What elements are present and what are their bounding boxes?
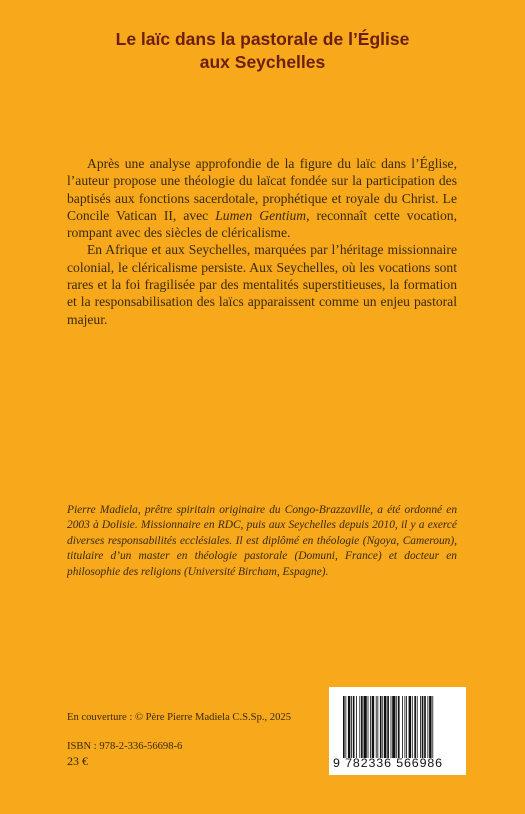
barcode-bar (424, 696, 426, 758)
barcode-bar (384, 696, 386, 758)
barcode-bar (343, 696, 345, 758)
book-title-line-1: Le laïc dans la pastorale de l’Église (115, 29, 410, 49)
barcode-bar (364, 696, 367, 758)
barcode-bar (359, 696, 360, 758)
price: 23 € (67, 754, 88, 768)
blurb-p1-start: Après une analyse approfondie de la figure du laïc dans l’Église, l’auteur propose une théologie du laïcat fondée sur la participation des baptisés aux fonctions sacerdotale, prophétique et royale du Christ. Le Concile Vatican II, avec (67, 156, 457, 223)
barcode-bar (422, 696, 424, 758)
barcode-bar (409, 696, 411, 758)
barcode-bar (398, 696, 400, 758)
barcode-bar (392, 696, 395, 758)
barcode-bar (370, 696, 371, 758)
blurb-p1-end: , reconnaît cette vocation, rompant avec des siècles de cléricalisme. (67, 207, 457, 241)
barcode-bar (351, 696, 352, 758)
barcode-bar (368, 696, 369, 758)
barcode-bars (343, 696, 453, 758)
blurb-paragraph-1 (67, 155, 457, 241)
book-title (0, 28, 525, 74)
barcode-bar (432, 696, 433, 758)
author-name: Pierre Madiela (67, 504, 138, 516)
barcode-bar (382, 696, 383, 758)
blurb-paragraph-2: En Afrique et aux Seychelles, marquées par l’héritage missionnaire colonial, le cléricalisme persiste. Aux Seychelles, où les vocations sont rares et la foi fragilisée par des mentalités superstitieuses, la formation et la responsabilisation des laïcs apparaissent comme un enjeu pastoral majeur. (67, 242, 457, 327)
barcode-bar (420, 696, 421, 758)
back-cover-blurb (67, 155, 457, 328)
author-bio-text: , prêtre spiritain originaire du Congo-Brazzaville, a été ordonné en 2003 à Dolisie. Missionnaire en RDC, puis aux Seychelles depuis 2010, il y a exercé diverses responsabilités ecclésiales. Il est diplômé en théologie (Ngoya, Cameroun), titulaire d’un master en théologie pastorale (Domuni, France) et docteur en philosophie des religions (Université Bircham, Espagne). (67, 504, 458, 578)
barcode-bar (356, 696, 357, 758)
book-title-line-2: aux Seychelles (199, 52, 326, 72)
barcode-bar (361, 696, 363, 758)
barcode-bar (345, 696, 346, 758)
barcode-bar (402, 696, 403, 758)
barcode-bar (417, 696, 418, 758)
barcode-bar (396, 696, 397, 758)
barcode-bar (372, 696, 374, 758)
barcode-bar (387, 696, 389, 758)
barcode-bar (406, 696, 407, 758)
blurb-p1-italic-title: Lumen Gentium (215, 207, 307, 223)
barcode-bar (429, 696, 431, 758)
barcode-bar (412, 696, 413, 758)
barcode-bar (391, 696, 392, 758)
barcode-bar (353, 696, 355, 758)
barcode-digits: 9 782336 566986 (333, 756, 443, 770)
isbn: ISBN : 978-2-336-56698-6 (67, 741, 183, 752)
barcode-bar (414, 696, 416, 758)
barcode-bar (376, 696, 377, 758)
author-bio (67, 503, 457, 580)
barcode-bar (348, 696, 350, 758)
barcode-bar (405, 696, 406, 758)
barcode-bar (377, 696, 378, 758)
barcode-bar (380, 696, 382, 758)
barcode-bar (427, 696, 428, 758)
cover-credit: En couverture : © Père Pierre Madiela C.S.Sp., 2025 (67, 712, 291, 723)
barcode (329, 687, 466, 775)
